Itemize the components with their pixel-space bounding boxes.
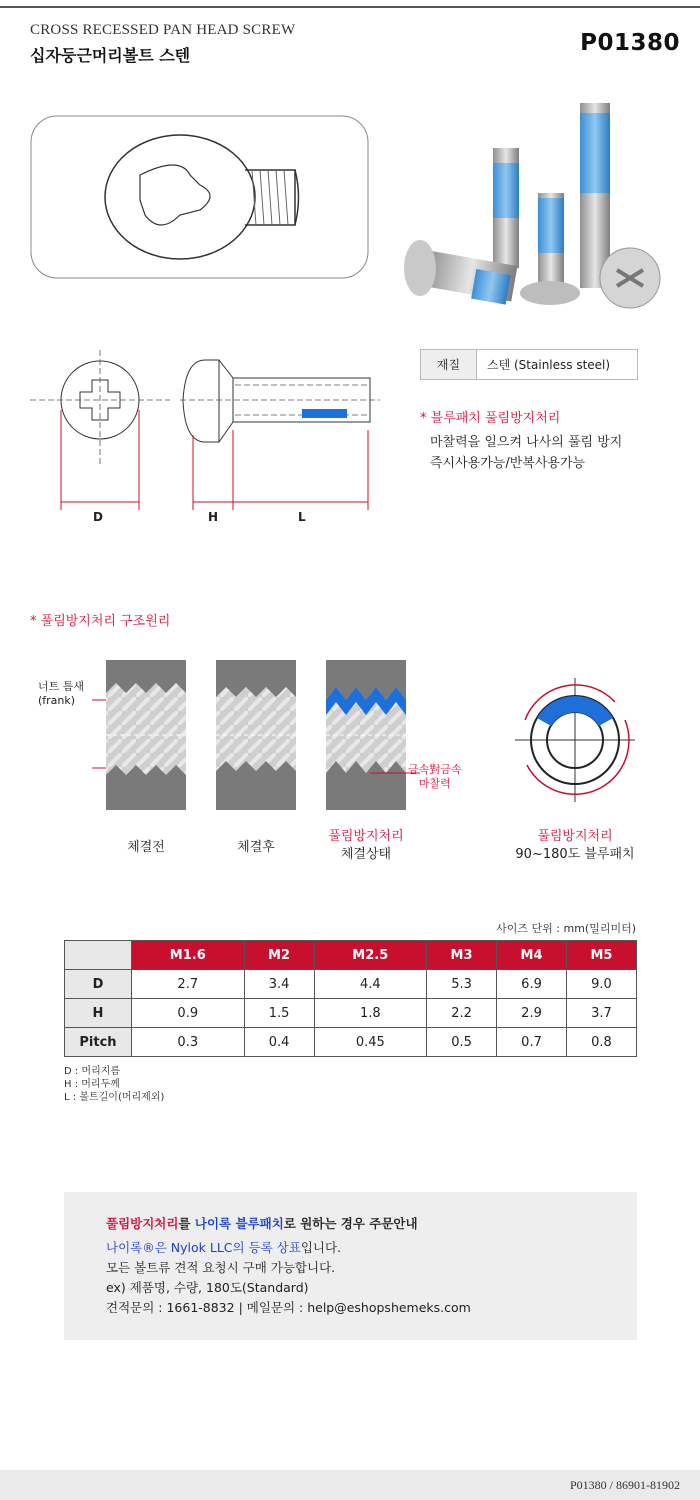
material-spec <box>420 349 638 380</box>
table-cell: 4.4 <box>314 970 427 999</box>
footer-codes: P01380 / 86901-81902 <box>569 1478 680 1492</box>
table-row <box>65 970 637 999</box>
table-cell: 0.4 <box>244 1028 314 1057</box>
structure-diagram <box>80 655 640 815</box>
table-row <box>65 1028 637 1057</box>
patch-note-line: 즉시사용가능/반복사용가능 <box>430 456 586 471</box>
product-code: P01380 <box>580 30 680 56</box>
dim-label-l: L <box>298 510 306 524</box>
structure-section-title: * 풀림방지처리 구조원리 <box>30 614 171 629</box>
caption-patch: 풀림방지처리 90~180도 블루패치 <box>515 829 635 862</box>
table-cell: 0.3 <box>132 1028 245 1057</box>
table-cell: 2.2 <box>427 999 497 1028</box>
dimension-drawing <box>30 330 390 525</box>
legend-item: L : 볼트길이(머리제외) <box>64 1092 165 1103</box>
table-cell: 9.0 <box>567 970 637 999</box>
quote-line: 모든 볼트류 견적 요청시 구매 가능합니다. <box>106 1260 336 1275</box>
unit-note: 사이즈 단위 : mm(밀리미터) <box>496 922 636 935</box>
dim-label-d: D <box>93 510 103 524</box>
patch-note-heading: * 블루패치 풀림방지처리 <box>420 411 561 426</box>
column-header: M1.6 <box>132 941 245 970</box>
blue-patch-mark <box>302 409 347 418</box>
caption-after: 체결후 <box>237 840 275 855</box>
title-english: CROSS RECESSED PAN HEAD SCREW <box>30 22 296 38</box>
table-cell: 1.5 <box>244 999 314 1028</box>
top-rule <box>0 6 700 8</box>
order-info-box <box>64 1192 637 1340</box>
row-header: H <box>65 999 132 1028</box>
table-cell: 6.9 <box>497 970 567 999</box>
legend-item: H : 머리두께 <box>64 1079 120 1090</box>
friction-label: 금속對금속 마찰력 <box>408 763 462 790</box>
column-header: M3 <box>427 941 497 970</box>
caption-before: 체결전 <box>127 840 165 855</box>
dimension-legend <box>64 1065 164 1104</box>
table-cell: 0.9 <box>132 999 245 1028</box>
patch-note-line: 마찰력을 일으켜 나사의 풀림 방지 <box>430 435 623 450</box>
table-cell: 0.7 <box>497 1028 567 1057</box>
table-header-row <box>65 941 637 970</box>
table-cell: 2.9 <box>497 999 567 1028</box>
nut-gap-label: 너트 틈새 (frank) <box>38 680 85 707</box>
screw-photo <box>395 98 685 313</box>
dim-label-h: H <box>208 510 219 524</box>
table-cell: 1.8 <box>314 999 427 1028</box>
table-row <box>65 999 637 1028</box>
column-header: M5 <box>567 941 637 970</box>
caption-lock: 풀림방지처리 체결상태 <box>328 829 404 862</box>
table-cell: 0.8 <box>567 1028 637 1057</box>
material-label: 재질 <box>421 350 477 379</box>
table-cell: 0.45 <box>314 1028 427 1057</box>
column-header: M4 <box>497 941 567 970</box>
legend-item: D : 머리지름 <box>64 1066 121 1077</box>
title-korean: 십자둥근머리볼트 스텐 <box>30 46 191 65</box>
trademark-line: 나이록®은 Nylok LLC의 등록 상표입니다. <box>106 1240 342 1255</box>
table-cell: 0.5 <box>427 1028 497 1057</box>
table-cell: 2.7 <box>132 970 245 999</box>
row-header: Pitch <box>65 1028 132 1057</box>
column-header: M2 <box>244 941 314 970</box>
table-cell: 5.3 <box>427 970 497 999</box>
order-heading: 풀림방지처리를 나이록 블루패치로 원하는 경우 주문안내 <box>106 1216 418 1231</box>
table-corner <box>65 941 132 970</box>
contact-line: 견적문의 : 1661-8832 | 메일문의 : help@eshopshemeks.com <box>106 1300 471 1315</box>
size-table <box>64 940 637 1057</box>
column-header: M2.5 <box>314 941 427 970</box>
footer-bar <box>0 1470 700 1500</box>
screw-line-drawing <box>30 115 370 280</box>
table-cell: 3.4 <box>244 970 314 999</box>
example-line: ex) 제품명, 수량, 180도(Standard) <box>106 1280 309 1295</box>
row-header: D <box>65 970 132 999</box>
table-cell: 3.7 <box>567 999 637 1028</box>
material-value: 스텐 (Stainless steel) <box>487 358 611 372</box>
